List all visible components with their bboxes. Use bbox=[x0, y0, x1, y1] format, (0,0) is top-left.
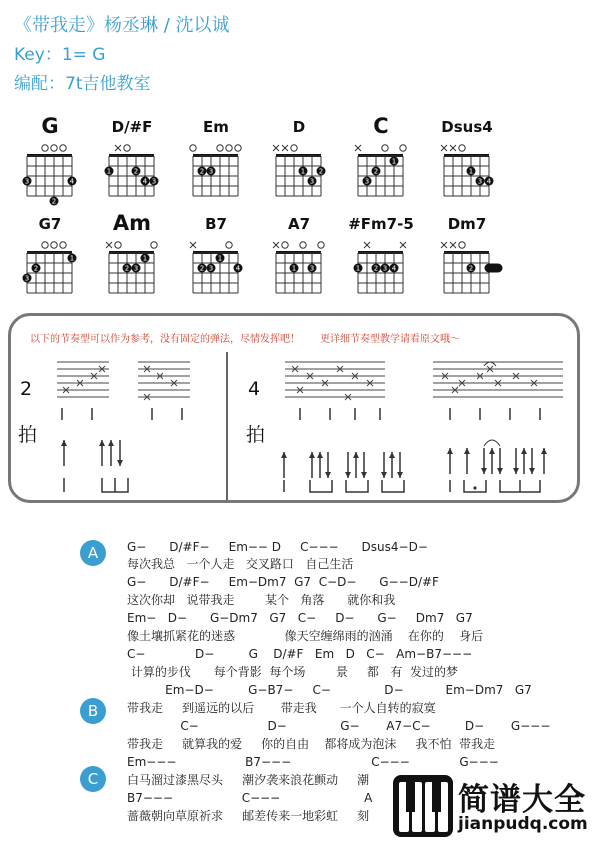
chord-name: G bbox=[41, 114, 59, 138]
song-title: 《带我走》杨丞琳 / 沈以诚 bbox=[14, 15, 230, 36]
lyric-line: 带我走 到遥远的以后 带走我 一个人自转的寂寞 bbox=[127, 701, 436, 715]
svg-text:4: 4 bbox=[391, 264, 397, 273]
svg-text:3: 3 bbox=[309, 177, 315, 186]
chord-line: Em−−− B7−−− C−−− G−−− bbox=[127, 755, 499, 769]
chord-name: D/#F bbox=[111, 118, 153, 136]
chord-diagram bbox=[181, 215, 251, 315]
svg-text:4: 4 bbox=[142, 177, 148, 186]
svg-text:3: 3 bbox=[309, 264, 315, 273]
chord-fretboard bbox=[181, 118, 256, 218]
chord-name: B7 bbox=[205, 215, 227, 233]
svg-text:1: 1 bbox=[468, 167, 474, 176]
chord-line: C− D− G− A7−C− D− G−−− bbox=[127, 719, 551, 733]
chord-name: C bbox=[373, 114, 389, 138]
section-marker-c: C bbox=[80, 766, 106, 792]
svg-text:3: 3 bbox=[382, 264, 388, 273]
chord-fretboard bbox=[432, 215, 507, 315]
rhythm-note-right: 更详细节奏型教学请看原文哦～ bbox=[320, 334, 460, 345]
chord-fretboard bbox=[264, 215, 339, 315]
chord-name: Am bbox=[112, 211, 152, 235]
chord-line: Em− D− G−Dm7 G7 C− D− G− Dm7 G7 bbox=[127, 611, 473, 625]
svg-text:1: 1 bbox=[69, 254, 75, 263]
chord-name: D bbox=[292, 118, 306, 136]
chord-diagram bbox=[181, 118, 251, 218]
piano-logo-icon bbox=[392, 774, 454, 838]
svg-text:3: 3 bbox=[208, 264, 214, 273]
lyric-line: 每次我总 一个人走 交叉路口 自己生活 bbox=[127, 557, 354, 571]
svg-text:1: 1 bbox=[106, 167, 112, 176]
chord-line: Em−D− G−B7− C− D− Em−Dm7 G7 bbox=[127, 683, 532, 697]
svg-text:2: 2 bbox=[133, 167, 139, 176]
svg-text:2: 2 bbox=[51, 197, 57, 206]
chord-diagram bbox=[97, 211, 167, 315]
beat-label-2: 拍 bbox=[18, 424, 38, 446]
chord-diagram bbox=[432, 118, 502, 218]
beat-label-4: 拍 bbox=[246, 424, 266, 446]
chord-fretboard bbox=[264, 118, 339, 218]
chord-diagram bbox=[97, 118, 167, 218]
section-marker-a: A bbox=[80, 540, 106, 566]
svg-text:2: 2 bbox=[318, 167, 324, 176]
beat-count-2: 2 bbox=[20, 378, 33, 400]
svg-text:3: 3 bbox=[133, 264, 139, 273]
svg-text:3: 3 bbox=[24, 177, 30, 186]
chord-fretboard bbox=[346, 118, 421, 218]
svg-text:2: 2 bbox=[124, 264, 130, 273]
chord-name: A7 bbox=[287, 215, 311, 233]
svg-text:2: 2 bbox=[468, 264, 474, 273]
svg-text:1: 1 bbox=[217, 254, 223, 263]
chord-fretboard bbox=[15, 118, 90, 218]
chord-name: Dm7 bbox=[447, 215, 487, 233]
song-arranger: 编配：7t吉他教室 bbox=[14, 74, 151, 94]
chord-line: G− D/#F− Em−− D C−−− Dsus4−D− bbox=[127, 540, 428, 554]
lyric-line: 蔷薇朝向草原祈求 邮差传来一地彩虹 刻 bbox=[127, 809, 370, 823]
lyric-line: 这次你却 说带我走 某个 角落 就你和我 bbox=[127, 593, 396, 607]
logo-text: 简谱大全 bbox=[458, 782, 586, 818]
chord-fretboard bbox=[432, 118, 507, 218]
chord-diagram bbox=[346, 114, 416, 218]
chord-diagram bbox=[15, 114, 85, 218]
chord-fretboard bbox=[97, 215, 172, 315]
svg-text:1: 1 bbox=[355, 264, 361, 273]
rhythm-note-left: 以下的节奏型可以作为参考，没有固定的弹法，尽情发挥吧！ bbox=[30, 334, 300, 345]
chord-name: Em bbox=[203, 118, 229, 136]
lyric-line: 像土壤抓紧花的迷惑 像天空缠绵雨的汹涌 在你的 身后 bbox=[127, 629, 484, 643]
chord-fretboard bbox=[181, 215, 256, 315]
logo-url: jianpudq.com bbox=[458, 814, 588, 834]
chord-fretboard bbox=[97, 118, 172, 218]
svg-text:3: 3 bbox=[151, 177, 157, 186]
svg-text:1: 1 bbox=[391, 157, 397, 166]
svg-text:2: 2 bbox=[33, 264, 39, 273]
chord-fretboard bbox=[346, 215, 421, 315]
svg-text:3: 3 bbox=[24, 274, 30, 283]
watermark-logo bbox=[388, 770, 595, 842]
section-marker-b: B bbox=[80, 698, 106, 724]
svg-text:2: 2 bbox=[373, 264, 379, 273]
svg-text:4: 4 bbox=[235, 264, 241, 273]
lyric-line: 白马溜过漆黑尽头 潮汐袭来浪花颤动 潮 bbox=[127, 773, 370, 787]
svg-text:2: 2 bbox=[373, 167, 379, 176]
chord-line: C− D− G D/#F Em D C− Am−B7−−− bbox=[127, 647, 473, 661]
chord-fretboard bbox=[15, 215, 90, 315]
chord-diagram bbox=[264, 215, 334, 315]
svg-text:3: 3 bbox=[208, 167, 214, 176]
svg-text:1: 1 bbox=[142, 254, 148, 263]
rhythm-note bbox=[30, 330, 480, 345]
svg-text:2: 2 bbox=[199, 264, 205, 273]
chord-diagram bbox=[15, 215, 85, 315]
svg-text:4: 4 bbox=[486, 177, 492, 186]
song-key: Key：1= G bbox=[14, 45, 106, 65]
svg-text:3: 3 bbox=[364, 177, 370, 186]
chord-diagram bbox=[346, 215, 416, 315]
chord-diagram bbox=[264, 118, 334, 218]
beat-count-4: 4 bbox=[248, 378, 261, 400]
svg-text:2: 2 bbox=[199, 167, 205, 176]
chord-name: #Fm7-5 bbox=[348, 215, 414, 233]
svg-text:1: 1 bbox=[291, 264, 297, 273]
svg-text:1: 1 bbox=[300, 167, 306, 176]
lyric-line: 计算的步伐 每个背影 每个场 景 都 有 发过的梦 bbox=[127, 665, 458, 679]
svg-text:3: 3 bbox=[477, 177, 483, 186]
chord-name: G7 bbox=[38, 215, 62, 233]
chord-line: G− D/#F− Em−Dm7 G7 C−D− G−−D/#F bbox=[127, 575, 439, 589]
chord-line: B7−−− C−−− A bbox=[127, 791, 373, 805]
lyric-line: 带我走 就算我的爱 你的自由 都将成为泡沫 我不怕 带我走 bbox=[127, 737, 496, 751]
svg-text:4: 4 bbox=[69, 177, 75, 186]
chord-name: Dsus4 bbox=[441, 118, 493, 136]
chord-diagram bbox=[432, 215, 502, 315]
